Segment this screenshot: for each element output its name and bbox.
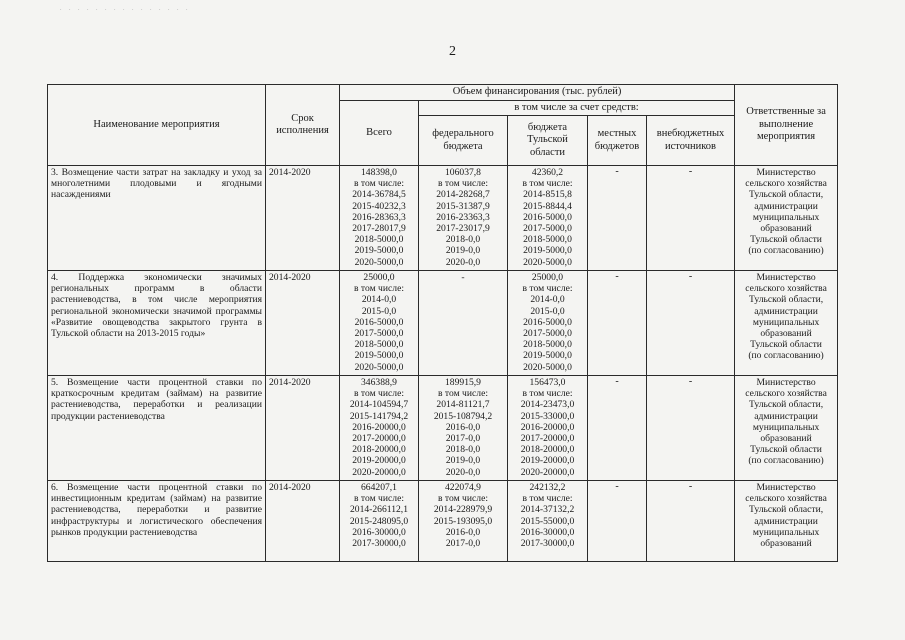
amount-line: 2015-31387,9 [436, 200, 490, 212]
amount-line: 2014-23473,0 [520, 399, 575, 411]
table-row [48, 481, 838, 562]
amount-line: 2015-0,0 [530, 305, 565, 317]
offbudget-dash: - [647, 166, 735, 271]
table-row [48, 376, 838, 481]
amount-cell-total [340, 166, 419, 271]
amount-line: 2016-20000,0 [352, 421, 406, 433]
responsible-line: (по согласованию) [748, 245, 824, 257]
responsible-cell [735, 481, 838, 562]
amount-line: 2019-5000,0 [523, 350, 572, 362]
amount-line: 2020-5000,0 [354, 256, 404, 268]
amount-line: 2017-30000,0 [352, 538, 406, 550]
responsible-line: сельского хозяйства [745, 388, 827, 400]
amount-line: 2015-33000,0 [520, 410, 575, 422]
amount-cell-total [340, 481, 419, 562]
amount-line: 2018-0,0 [445, 444, 481, 456]
amount-line: в том числе: [353, 283, 404, 295]
amount-line: 2016-30000,0 [352, 526, 406, 538]
responsible-line: образований [760, 328, 812, 340]
amount-line: 2014-81121,7 [436, 399, 490, 411]
responsible-line: Тульской области, [748, 399, 824, 411]
amount-line: 2014-8515,8 [523, 189, 572, 201]
header-financing: Объем финансирования (тыс. рублей) [340, 85, 735, 101]
activity-term: 2014-2020 [266, 271, 340, 376]
amount-line: 2015-55000,0 [520, 515, 575, 527]
header-federal: федерального бюджета [419, 116, 508, 166]
responsible-line: образований [760, 538, 812, 550]
amount-line: 2016-0,0 [445, 421, 481, 433]
responsible-line: Министерство [756, 272, 816, 283]
amount-line: 2014-0,0 [361, 294, 397, 306]
responsible-line: сельского хозяйства [745, 493, 827, 505]
responsible-line: сельского хозяйства [745, 178, 827, 190]
amount-line: 2019-20000,0 [352, 455, 406, 467]
amount-line: 2020-20000,0 [352, 466, 406, 478]
financing-table [47, 84, 838, 562]
amount-line: 242132,2 [529, 482, 566, 493]
header-offbudget: внебюджетных источников [647, 116, 735, 166]
responsible-line: муниципальных [752, 211, 820, 223]
amount-line: 106037,8 [445, 167, 481, 178]
table-row [48, 271, 838, 376]
responsible-line: сельского хозяйства [745, 283, 827, 295]
amount-line: 2016-20000,0 [520, 421, 575, 433]
amount-line: 2020-5000,0 [523, 256, 572, 268]
amount-cell-federal [419, 481, 508, 562]
header-incl-sources: в том числе за счет средств: [419, 100, 735, 116]
amount-line: 2018-5000,0 [523, 339, 572, 351]
responsible-line: Министерство [756, 377, 816, 388]
activity-term: 2014-2020 [266, 376, 340, 481]
amount-line: 2014-266112,1 [349, 504, 408, 516]
amount-line: 2017-0,0 [445, 538, 481, 550]
responsible-line: муниципальных [752, 526, 820, 538]
responsible-line: Министерство [756, 482, 816, 493]
amount-line: 346388,9 [361, 377, 397, 388]
amount-line: 2014-37132,2 [520, 504, 575, 516]
amount-line: 2019-20000,0 [520, 455, 575, 467]
amount-line: 2019-0,0 [445, 245, 481, 257]
responsible-cell [735, 166, 838, 271]
amount-line: 2018-5000,0 [354, 339, 404, 351]
amount-line: в том числе: [522, 388, 573, 400]
amount-line: 2019-5000,0 [354, 350, 404, 362]
responsible-line: администрации [754, 200, 818, 212]
amount-line: 2019-5000,0 [523, 245, 572, 257]
header-name: Наименование мероприятия [48, 85, 266, 166]
responsible-line: образований [760, 223, 812, 235]
amount-line: 2014-0,0 [530, 294, 565, 306]
amount-line: в том числе: [522, 283, 573, 295]
amount-line: 2016-23363,3 [436, 211, 490, 223]
amount-line: 422074,9 [445, 482, 481, 493]
amount-cell-regional [508, 166, 588, 271]
amount-line: 2020-5000,0 [523, 361, 572, 373]
amount-line: 2014-36784,5 [352, 189, 406, 201]
amount-line: 25000,0 [363, 272, 395, 283]
activity-term: 2014-2020 [266, 166, 340, 271]
responsible-line: муниципальных [752, 316, 820, 328]
page-number: 2 [449, 44, 456, 59]
scan-noise: . . . . . . . . . . . . . . . [60, 6, 191, 12]
header-responsible: Ответственные за выполнение мероприятия [735, 85, 838, 166]
responsible-line: Тульской области [750, 234, 822, 246]
responsible-line: Тульской области, [748, 294, 824, 306]
responsible-line: администрации [754, 515, 818, 527]
activity-name: 3. Возмещение части затрат на закладку и уход за многолетними плодовыми и ягодными насаждениями [48, 166, 266, 271]
amount-cell-federal [419, 166, 508, 271]
amount-cell-federal [419, 376, 508, 481]
header-regional: бюджета Тульской области [508, 116, 588, 166]
amount-line: 2016-5000,0 [354, 316, 404, 328]
amount-line: 2020-0,0 [445, 256, 481, 268]
responsible-line: администрации [754, 305, 818, 317]
amount-line: 2016-5000,0 [523, 316, 572, 328]
activity-term: 2014-2020 [266, 481, 340, 562]
responsible-line: образований [760, 433, 812, 445]
amount-line: 2016-28363,3 [352, 211, 406, 223]
amount-line: в том числе: [522, 178, 573, 190]
amount-line: 2014-228979,9 [433, 504, 493, 516]
header-term: Срок исполнения [266, 85, 340, 166]
responsible-line: Министерство [756, 167, 816, 178]
amount-line: 2017-5000,0 [523, 328, 572, 340]
amount-line: 2017-28017,9 [352, 223, 406, 235]
amount-line: 2016-30000,0 [520, 526, 575, 538]
amount-line: 2020-0,0 [445, 466, 481, 478]
local-budget-dash: - [588, 376, 647, 481]
amount-line: 2017-20000,0 [352, 433, 406, 445]
amount-line: 148398,0 [361, 167, 397, 178]
amount-line: 2015-0,0 [361, 305, 397, 317]
amount-line: 2015-108794,2 [433, 410, 493, 422]
amount-line: 2018-5000,0 [523, 234, 572, 246]
amount-line: 2015-248095,0 [349, 515, 409, 527]
amount-line: в том числе: [437, 178, 488, 190]
amount-line: 2017-20000,0 [520, 433, 575, 445]
amount-line: - [461, 272, 465, 283]
amount-line: в том числе: [353, 493, 404, 505]
amount-line: 2017-23017,9 [436, 223, 490, 235]
offbudget-dash: - [647, 376, 735, 481]
amount-line: 25000,0 [531, 272, 564, 283]
amount-line: в том числе: [437, 493, 488, 505]
responsible-cell [735, 271, 838, 376]
header-local: местных бюджетов [588, 116, 647, 166]
amount-line: 42360,2 [531, 167, 564, 178]
responsible-line: Тульской области, [748, 504, 824, 516]
offbudget-dash: - [647, 271, 735, 376]
amount-cell-regional [508, 271, 588, 376]
amount-line: 189915,9 [445, 377, 481, 388]
amount-cell-regional [508, 481, 588, 562]
local-budget-dash: - [588, 166, 647, 271]
responsible-line: Тульской области [750, 339, 822, 351]
amount-line: 2015-8844,4 [523, 200, 572, 212]
responsible-line: администрации [754, 410, 818, 422]
amount-line: в том числе: [522, 493, 573, 505]
amount-line: 2015-193095,0 [433, 515, 493, 527]
amount-line: 2014-104594,7 [349, 399, 409, 411]
amount-line: 2017-5000,0 [354, 328, 404, 340]
amount-line: в том числе: [353, 178, 404, 190]
amount-line: 2015-141794,2 [349, 410, 409, 422]
amount-line: 156473,0 [529, 377, 566, 388]
responsible-line: муниципальных [752, 421, 820, 433]
amount-line: 2017-5000,0 [523, 223, 572, 235]
amount-line: 2017-0,0 [445, 433, 481, 445]
amount-line: 2018-5000,0 [354, 234, 404, 246]
offbudget-dash: - [647, 481, 735, 562]
responsible-line: Тульской области, [748, 189, 824, 201]
amount-line: 2016-5000,0 [523, 211, 572, 223]
activity-name: 4. Поддержка экономически значимых региональных программ в области растениеводства, в том числе мероприятия региональной экономически значимой программы «Развитие овощеводства закрытого грунта в Тульской области на 2013-2015 годы» [48, 271, 266, 376]
amount-line: 664207,1 [361, 482, 397, 493]
responsible-line: (по согласованию) [748, 455, 824, 467]
amount-line: 2020-5000,0 [354, 361, 404, 373]
amount-line: в том числе: [437, 388, 488, 400]
amount-line: 2020-20000,0 [520, 466, 575, 478]
amount-line: 2018-20000,0 [520, 444, 575, 456]
responsible-line: Тульской области [750, 444, 822, 456]
responsible-line: (по согласованию) [748, 350, 824, 362]
amount-line: в том числе: [353, 388, 404, 400]
local-budget-dash: - [588, 271, 647, 376]
responsible-cell [735, 376, 838, 481]
amount-cell-total [340, 271, 419, 376]
activity-name: 6. Возмещение части процентной ставки по инвестиционным кредитам (займам) на развитие растениеводства, переработки и развитие инфраструктуры и логистического обеспечения рынков продукции растениеводства [48, 481, 266, 562]
amount-line: 2016-0,0 [445, 526, 481, 538]
amount-line: 2018-20000,0 [352, 444, 406, 456]
table-row [48, 166, 838, 271]
amount-line: 2019-0,0 [445, 455, 481, 467]
local-budget-dash: - [588, 481, 647, 562]
activity-name: 5. Возмещение части процентной ставки по краткосрочным кредитам (займам) на развитие растениеводства, переработки и реализации продукции растениеводства [48, 376, 266, 481]
amount-line: 2014-28268,7 [436, 189, 490, 201]
amount-line: 2015-40232,3 [352, 200, 406, 212]
amount-line: 2018-0,0 [445, 234, 481, 246]
amount-cell-regional [508, 376, 588, 481]
amount-cell-total [340, 376, 419, 481]
amount-line: 2017-30000,0 [520, 538, 575, 550]
amount-cell-federal [419, 271, 508, 376]
header-total: Всего [340, 100, 419, 166]
amount-line: 2019-5000,0 [354, 245, 404, 257]
